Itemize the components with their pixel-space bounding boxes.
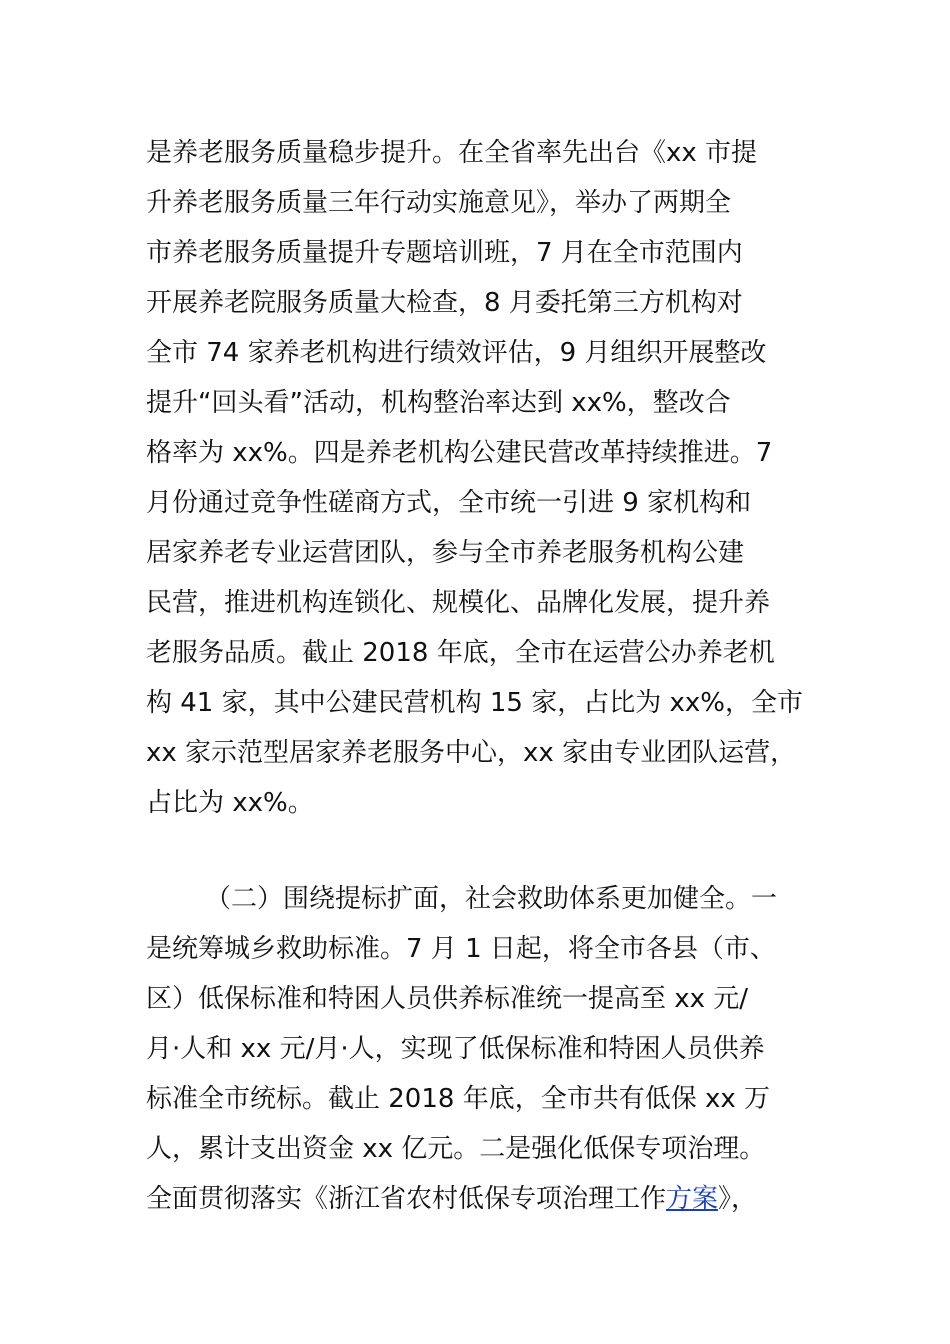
- paragraph-1-line-4: 开展养老院服务质量大检查，8 月委托第三方机构对: [146, 288, 743, 318]
- paragraph-1-line-1: 是养老服务质量稳步提升。在全省率先出台《xx 市提: [146, 138, 758, 168]
- plan-link[interactable]: 方案: [666, 1184, 719, 1214]
- paragraph-1-line-3: 市养老服务质量提升专题培训班，7 月在全市范围内: [146, 238, 743, 268]
- paragraph-1-line-9: 居家养老专业运营团队，参与全市养老服务机构公建: [146, 538, 745, 568]
- paragraph-1-line-6: 提升“回头看”活动，机构整治率达到 xx%，整改合: [146, 388, 731, 418]
- paragraph-1-line-8: 月份通过竞争性磋商方式，全市统一引进 9 家机构和: [146, 488, 752, 518]
- paragraph-1-line-5: 全市 74 家养老机构进行绩效评估，9 月组织开展整改: [146, 338, 767, 368]
- paragraph-1-line-13: xx 家示范型居家养老服务中心，xx 家由专业团队运营，: [146, 738, 797, 768]
- paragraph-1-line-2: 升养老服务质量三年行动实施意见》，举办了两期全: [146, 188, 732, 218]
- paragraph-2-line-7: [146, 1179, 757, 1219]
- last-line-prefix: 全面贯彻落实《浙江省农村低保专项治理工作: [146, 1184, 667, 1214]
- paragraph-2-line-6: 人，累计支出资金 xx 亿元。二是强化低保专项治理。: [146, 1134, 766, 1164]
- paragraph-2-line-1: （二）围绕提标扩面，社会救助体系更加健全。一: [205, 884, 778, 914]
- paragraph-1-line-10: 民营，推进机构连锁化、规模化、品牌化发展，提升养: [146, 588, 771, 618]
- last-line-suffix: 》，: [718, 1184, 758, 1214]
- paragraph-1-line-11: 老服务品质。截止 2018 年底，全市在运营公办养老机: [146, 638, 775, 668]
- paragraph-1-line-12: 构 41 家，其中公建民营机构 15 家，占比为 xx%，全市: [146, 688, 803, 718]
- paragraph-2-line-4: 月·人和 xx 元/月·人，实现了低保标准和特困人员供养: [146, 1034, 765, 1064]
- paragraph-1-line-14: 占比为 xx%。: [146, 788, 314, 818]
- paragraph-2-line-2: 是统筹城乡救助标准。7 月 1 日起，将全市各县（市、: [146, 934, 776, 964]
- paragraph-2-line-3: 区）低保标准和特困人员供养标准统一提高至 xx 元/: [146, 984, 749, 1014]
- paragraph-1-line-7: 格率为 xx%。四是养老机构公建民营改革持续推进。7: [146, 438, 773, 468]
- paragraph-2-line-5: 标准全市统标。截止 2018 年底，全市共有低保 xx 万: [146, 1084, 771, 1114]
